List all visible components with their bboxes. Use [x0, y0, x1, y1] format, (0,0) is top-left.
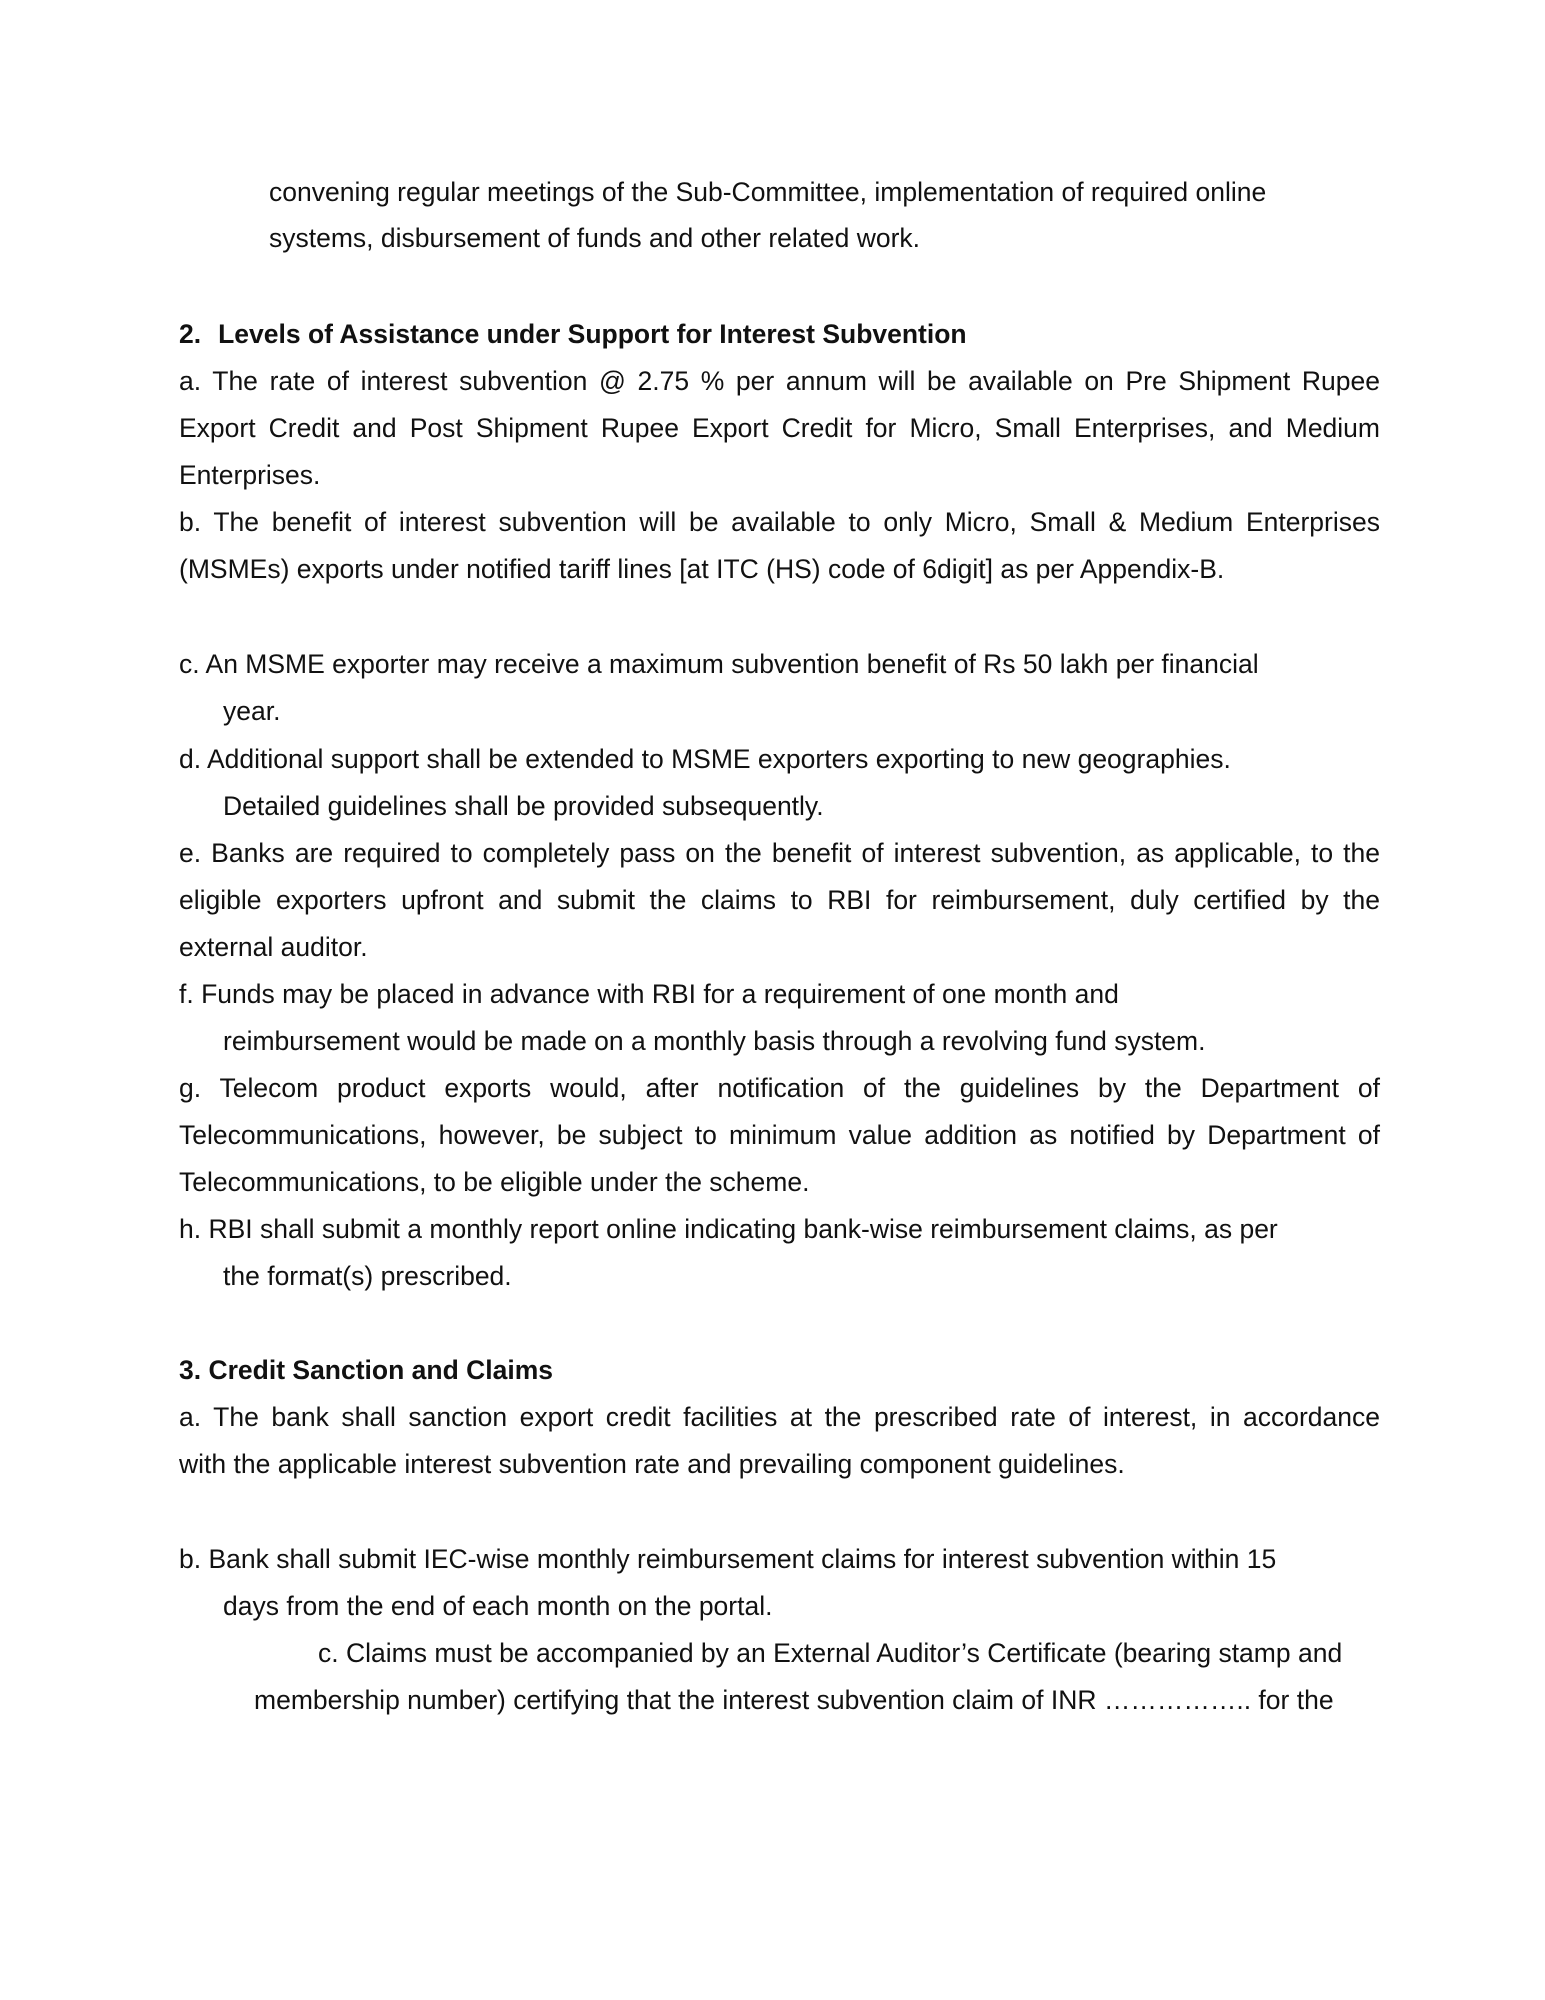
item-line: reimbursement would be made on a monthly basis through a revolving fund system.	[223, 1026, 1206, 1056]
item-line: a. The rate of interest subvention @ 2.75 % per annum will be available on Pre Shipment Rupee	[179, 366, 1380, 396]
item-line: Telecommunications, however, be subject to minimum value addition as notified by Department of	[179, 1120, 1380, 1150]
item-line: Telecommunications, to be eligible under the scheme.	[179, 1167, 810, 1197]
section-2-title: Levels of Assistance under Support for Interest Subvention	[218, 319, 967, 349]
item-line: year.	[223, 696, 281, 726]
item-line: a. The bank shall sanction export credit facilities at the prescribed rate of interest, in accordance	[179, 1402, 1380, 1432]
item-line: h. RBI shall submit a monthly report online indicating bank-wise reimbursement claims, as per	[179, 1214, 1278, 1244]
item-line: f. Funds may be placed in advance with RBI for a requirement of one month and	[179, 979, 1119, 1009]
item-line: Export Credit and Post Shipment Rupee Export Credit for Micro, Small Enterprises, and Medium	[179, 413, 1380, 443]
item-line: (MSMEs) exports under notified tariff lines [at ITC (HS) code of 6digit] as per Appendix-B.	[179, 554, 1225, 584]
item-line: external auditor.	[179, 932, 368, 962]
item-line: Detailed guidelines shall be provided subsequently.	[223, 791, 824, 821]
intro-line: systems, disbursement of funds and other related work.	[269, 223, 921, 253]
item-line: d. Additional support shall be extended to MSME exporters exporting to new geographies.	[179, 744, 1231, 774]
item-line: c. An MSME exporter may receive a maximum subvention benefit of Rs 50 lakh per financial	[179, 649, 1259, 679]
section-3-heading: 3. Credit Sanction and Claims	[179, 1355, 554, 1385]
item-line: c. Claims must be accompanied by an External Auditor’s Certificate (bearing stamp and	[318, 1638, 1343, 1668]
section-2-number: 2.	[179, 319, 202, 349]
item-line: with the applicable interest subvention rate and prevailing component guidelines.	[179, 1449, 1125, 1479]
item-line: b. Bank shall submit IEC-wise monthly reimbursement claims for interest subvention within 15	[179, 1544, 1277, 1574]
item-line: Enterprises.	[179, 460, 321, 490]
item-line: the format(s) prescribed.	[223, 1261, 512, 1291]
item-line: days from the end of each month on the portal.	[223, 1591, 773, 1621]
item-line: membership number) certifying that the interest subvention claim of INR …………….. for the	[254, 1685, 1334, 1715]
item-line: g. Telecom product exports would, after notification of the guidelines by the Department of	[179, 1073, 1380, 1103]
item-line: eligible exporters upfront and submit the claims to RBI for reimbursement, duly certified by the	[179, 885, 1380, 915]
section-2-heading	[179, 318, 967, 350]
item-line: b. The benefit of interest subvention will be available to only Micro, Small & Medium Enterprises	[179, 507, 1380, 537]
intro-line: convening regular meetings of the Sub-Committee, implementation of required online	[269, 177, 1267, 207]
item-line: e. Banks are required to completely pass on the benefit of interest subvention, as applicable, to the	[179, 838, 1380, 868]
